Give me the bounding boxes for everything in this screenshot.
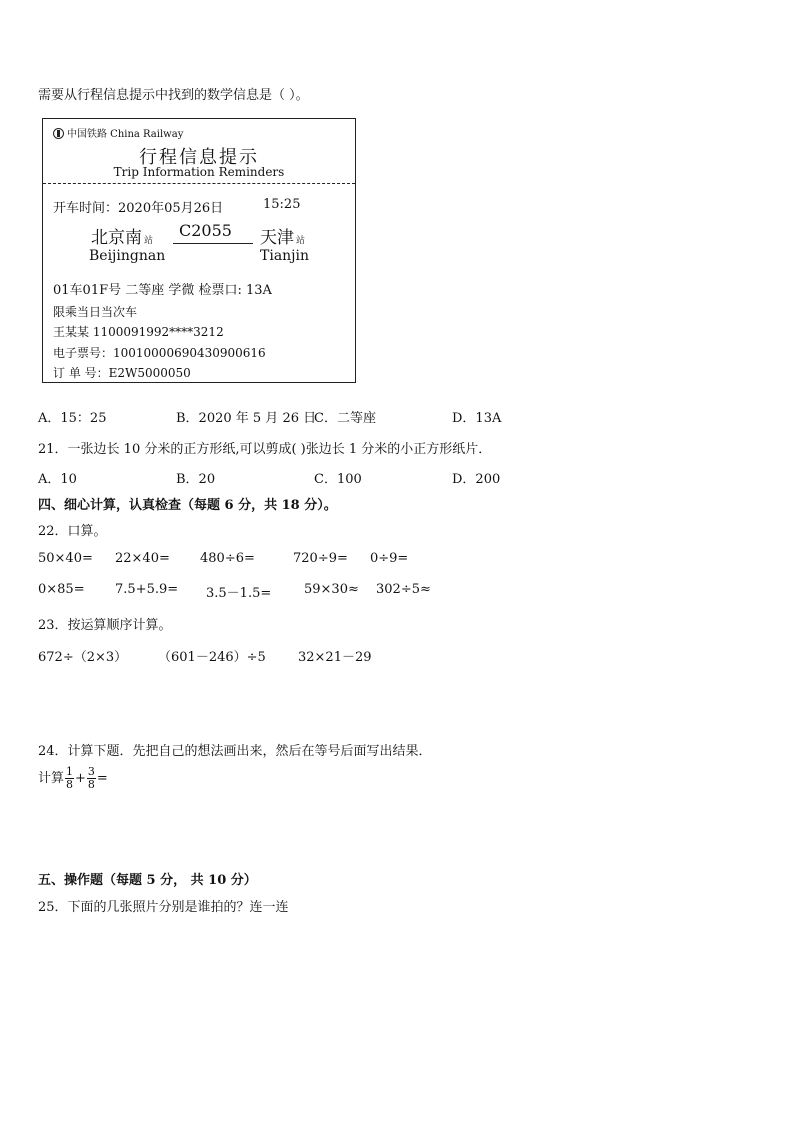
q20-option-b: B．2020 年 5 月 26 日 — [176, 411, 317, 426]
q21-option-b: B．20 — [176, 472, 216, 487]
q24-expression: 计算 $\frac{1}{8}$ + $\frac{3}{8}$ = — [38, 765, 108, 791]
q24-stem: 24．计算下题．先把自己的想法画出来，然后在等号后面写出结果． — [38, 744, 432, 759]
ticket-from-station: 北京南 站 — [91, 228, 154, 248]
ticket-train-underline — [173, 243, 253, 244]
q22-stem: 22．口算。 — [38, 524, 107, 539]
ticket-depart-time: 15:25 — [263, 197, 301, 212]
ticket-logo: 中国铁路 China Railway — [53, 125, 183, 140]
ticket-train-number: C2055 — [179, 221, 232, 240]
ticket-to-station: 天津 站 — [260, 228, 306, 248]
q22-r1-item: 50×40= — [38, 551, 93, 566]
ticket-note: 限乘当日当次车 — [53, 305, 138, 319]
ticket-eticket-number: 电子票号：10010000690430900616 — [53, 346, 266, 360]
q21-option-a: A．10 — [38, 472, 77, 487]
q21-stem: 21．一张边长 10 分米的正方形纸,可以剪成( )张边长 1 分米的小正方形纸片． — [38, 442, 492, 457]
q22-r1-item: 480÷6= — [200, 551, 255, 566]
q20-option-c: C．二等座 — [314, 411, 376, 426]
q22-r1-item: 0÷9= — [370, 551, 409, 566]
ticket-passenger: 王某某 1100091992****3212 — [53, 325, 224, 339]
q21-option-c: C．100 — [314, 472, 362, 487]
q22-r1-item: 22×40= — [115, 551, 170, 566]
fraction-one-eighth: $\frac{1}{8}$ — [66, 765, 74, 791]
q20-stem: 需要从行程信息提示中找到的数学信息是（ ）。 — [38, 88, 309, 103]
q25-stem: 25．下面的几张照片分别是谁拍的？连一连 — [38, 900, 289, 915]
q22-r2-item: 59×30≈ — [304, 582, 359, 597]
trip-ticket — [42, 118, 356, 383]
q23-item: 672÷（2×3） — [38, 650, 128, 665]
q21-option-d: D．200 — [452, 472, 501, 487]
q23-stem: 23．按运算顺序计算。 — [38, 618, 172, 633]
q22-r2-item: 3.5－1.5= — [206, 586, 272, 601]
ticket-subtitle: Trip Information Reminders — [113, 165, 285, 179]
q23-item: （601－246）÷5 — [158, 650, 266, 665]
ticket-to-pinyin: Tianjin — [260, 248, 310, 264]
q22-r2-item: 7.5+5.9= — [115, 582, 179, 597]
ticket-title: 行程信息提示 — [139, 147, 259, 168]
railway-logo-icon — [53, 128, 64, 139]
section-5-heading: 五、操作题（每题 5 分， 共 10 分） — [38, 873, 257, 888]
ticket-divider — [43, 183, 355, 184]
q20-option-a: A．15：25 — [38, 411, 107, 426]
fraction-three-eighths: $\frac{3}{8}$ — [87, 765, 95, 791]
ticket-order-number: 订 单 号：E2W5000050 — [53, 366, 191, 380]
q22-r2-item: 302÷5≈ — [376, 582, 431, 597]
q20-option-d: D．13A — [452, 411, 502, 426]
q22-r2-item: 0×85= — [38, 582, 85, 597]
q22-r1-item: 720÷9= — [293, 551, 348, 566]
q23-item: 32×21－29 — [298, 650, 372, 665]
ticket-seat-line: 01车01F号 二等座 学微 检票口: 13A — [53, 283, 272, 298]
ticket-depart-date: 开车时间：2020年05月26日 — [53, 201, 224, 216]
ticket-from-pinyin: Beijingnan — [89, 248, 166, 264]
section-4-heading: 四、细心计算，认真检查（每题 6 分，共 18 分）。 — [38, 498, 337, 513]
